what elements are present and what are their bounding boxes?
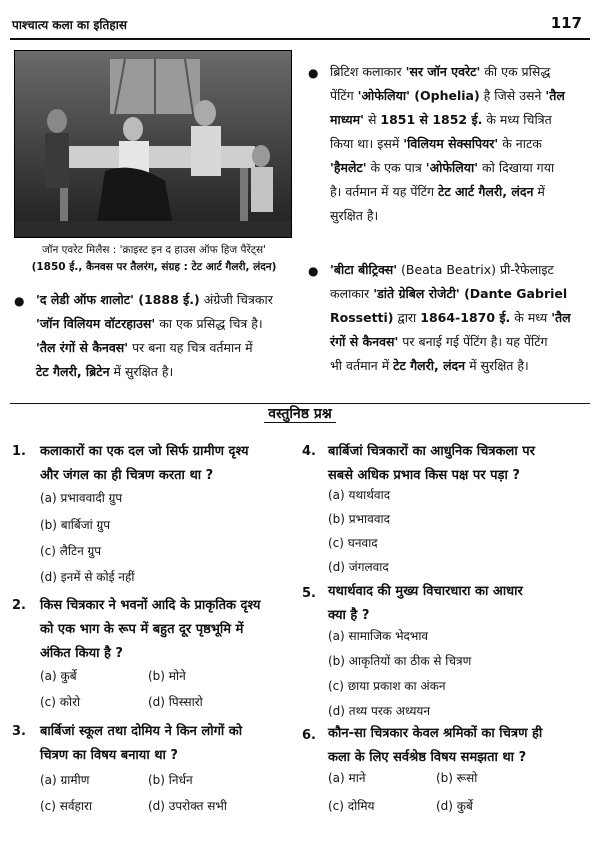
question-line: अंकित किया है ? <box>40 646 123 661</box>
option: (b) निर्धन <box>148 773 193 787</box>
question-line: चित्रण का विषय बनाया था ? <box>40 748 178 763</box>
option: (b) रूसो <box>436 771 478 785</box>
note-text: में सुरक्षित है। <box>109 364 174 379</box>
note-highlight: 'हैमलेट' <box>330 160 367 175</box>
option: (a) यथार्थवाद <box>328 488 391 502</box>
option: (a) कुर्बे <box>40 669 77 683</box>
question-line: और जंगल का ही चित्रण करता था ? <box>40 468 214 483</box>
question-line: कौन-सा चित्रकार केवल श्रमिकों का चित्रण ही <box>328 726 543 741</box>
note-text: से <box>363 112 381 127</box>
note-highlight: टेट आर्ट गैलरी, लंदन <box>438 184 534 199</box>
question-line: किस चित्रकार ने भवनों आदि के प्राकृतिक दृश्य <box>40 598 261 613</box>
question-line: कलाकारों का एक दल जो सिर्फ ग्रामीण दृश्य <box>40 444 249 459</box>
note-highlight: 'डांते ग्रेबिल रोजेटी' (Dante Gabriel <box>373 286 568 301</box>
note-text: द्वारा <box>393 310 421 325</box>
question-line: बार्बिजां स्कूल तथा दोमिय ने किन लोगों को <box>40 724 243 739</box>
question-line: को एक भाग के रूप में बहुत दूर पृष्ठभूमि में <box>40 622 244 637</box>
option: (a) प्रभाववादी ग्रुप <box>40 491 123 505</box>
right-note-2 <box>330 258 586 378</box>
option: (c) दोमिय <box>328 799 375 813</box>
note-highlight: 'तैल रंगों से कैनवस' <box>36 340 129 355</box>
option: (a) ग्रामीण <box>40 773 90 787</box>
note-highlight: रंगों से कैनवस' <box>330 334 399 349</box>
question-number: 5. <box>302 586 316 601</box>
note-text: पेंटिंग <box>330 88 358 103</box>
note-text: को दिखाया गया <box>478 160 555 175</box>
section-heading <box>0 404 600 423</box>
question-line: कला के लिए सर्वश्रेष्ठ विषय समझता था ? <box>328 750 527 765</box>
option: (b) प्रभाववाद <box>328 512 390 526</box>
question-text <box>328 580 586 628</box>
painting-photo <box>14 50 292 238</box>
question-text <box>328 440 586 488</box>
note-text: के नाटक <box>498 136 542 151</box>
note-text: किया था। इसमें <box>330 136 404 151</box>
note-highlight: 'ओफेलिया' <box>425 160 479 175</box>
option: (d) पिस्सारो <box>148 695 203 709</box>
option: (b) आकृतियों का ठीक से चित्रण <box>328 654 472 668</box>
question-number: 1. <box>12 444 26 459</box>
bullet-icon: ● <box>308 264 319 278</box>
note-highlight: 'सर जॉन एवरेट' <box>405 64 481 79</box>
note-text: में सुरक्षित है। <box>465 358 529 373</box>
option: (c) लैटिन ग्रुप <box>40 544 102 558</box>
option: (d) तथ्य परक अध्ययन <box>328 704 431 718</box>
note-highlight: Rossetti) <box>330 310 394 325</box>
bullet-icon: ● <box>14 294 25 308</box>
book-title: पाश्चात्य कला का इतिहास <box>12 18 127 32</box>
figure-caption <box>14 242 294 276</box>
note-text: है। वर्तमान में यह पेंटिंग <box>330 184 439 199</box>
note-highlight: 'तैल <box>551 310 571 325</box>
option: (c) कोरो <box>40 695 81 709</box>
note-highlight: 1864-1870 ई. <box>420 310 511 325</box>
bullet-icon: ● <box>308 66 319 80</box>
option: (b) बार्बिजां ग्रुप <box>40 518 111 532</box>
option: (d) कुर्बे <box>436 799 473 813</box>
note-highlight: माध्यम' <box>330 112 364 127</box>
note-text: में <box>533 184 545 199</box>
note-highlight: टेट गैलरी, लंदन <box>393 358 466 373</box>
note-text: है जिसे उसने <box>479 88 546 103</box>
caption-line-1: जॉन एवरेट मिलैस : 'क्राइस्ट इन द हाउस ऑफ हिज पैरेंट्स' <box>41 244 267 256</box>
note-text: के मध्य चित्रित <box>482 112 552 127</box>
question-line: सबसे अधिक प्रभाव किस पक्ष पर पड़ा ? <box>328 468 520 483</box>
section-heading-text: वस्तुनिष्ठ प्रश्न <box>264 406 336 423</box>
note-text: की एक प्रसिद्ध <box>480 64 551 79</box>
note-text: (Beata Beatrix) <box>397 262 497 277</box>
question-text <box>40 720 288 768</box>
note-highlight: 'विलियम सेक्सपियर' <box>403 136 499 151</box>
note-highlight: 'तैल <box>545 88 565 103</box>
question-number: 3. <box>12 724 26 739</box>
note-highlight: 'जॉन विलियम वॉटरहाउस' <box>36 316 156 331</box>
question-text <box>40 440 288 488</box>
option: (a) माने <box>328 771 366 785</box>
question-line: क्या है ? <box>328 608 370 623</box>
note-highlight: टेट गैलरी, ब्रिटेन <box>36 364 110 379</box>
question-number: 4. <box>302 444 316 459</box>
note-text: पर बना यह चित्र वर्तमान में <box>128 340 253 355</box>
note-text: ब्रिटिश कलाकार <box>330 64 406 79</box>
note-text: भी वर्तमान में <box>330 358 394 373</box>
option: (b) मोने <box>148 669 186 683</box>
question-number: 2. <box>12 598 26 613</box>
option: (c) छाया प्रकाश का अंकन <box>328 679 446 693</box>
option: (d) उपरोक्त सभी <box>148 799 227 813</box>
question-text <box>40 594 288 666</box>
note-text: सुरक्षित है। <box>330 208 379 223</box>
note-text: प्री-रैफेलाइट <box>496 262 554 277</box>
question-line: बार्बिजां चित्रकारों का आधुनिक चित्रकला पर <box>328 444 535 459</box>
question-text <box>328 722 586 770</box>
question-line: यथार्थवाद की मुख्य विचारधारा का आधार <box>328 584 523 599</box>
option: (d) जंगलवाद <box>328 560 389 574</box>
note-text: अंग्रेजी चित्रकार <box>199 292 273 307</box>
header-rule <box>10 38 590 40</box>
right-note-1 <box>330 60 586 228</box>
page-number: 117 <box>550 14 582 32</box>
option: (c) सर्वहारा <box>40 799 93 813</box>
painting-image <box>15 51 291 237</box>
note-highlight: 'ओफेलिया' (Ophelia) <box>357 88 480 103</box>
option: (d) इनमें से कोई नहीं <box>40 570 135 584</box>
note-highlight: 1851 से 1852 ई. <box>380 112 483 127</box>
note-text: का एक प्रसिद्ध चित्र है। <box>155 316 263 331</box>
note-highlight: 'द लेडी ऑफ शालोट' (1888 ई.) <box>36 292 200 307</box>
note-text: के मध्य <box>510 310 552 325</box>
left-note <box>36 288 296 384</box>
note-highlight: 'बीटा बीट्रिक्स' <box>330 262 398 277</box>
note-text: के एक पात्र <box>366 160 426 175</box>
option: (a) सामाजिक भेदभाव <box>328 629 429 643</box>
question-number: 6. <box>302 728 316 743</box>
option: (c) घनवाद <box>328 536 378 550</box>
note-text: कलाकार <box>330 286 374 301</box>
note-text: पर बनाई गई पेंटिंग है। यह पेंटिंग <box>398 334 548 349</box>
caption-line-2: (1850 ई., कैनवस पर तैलरंग, संग्रह : टेट आर्ट गैलरी, लंदन) <box>31 261 277 273</box>
